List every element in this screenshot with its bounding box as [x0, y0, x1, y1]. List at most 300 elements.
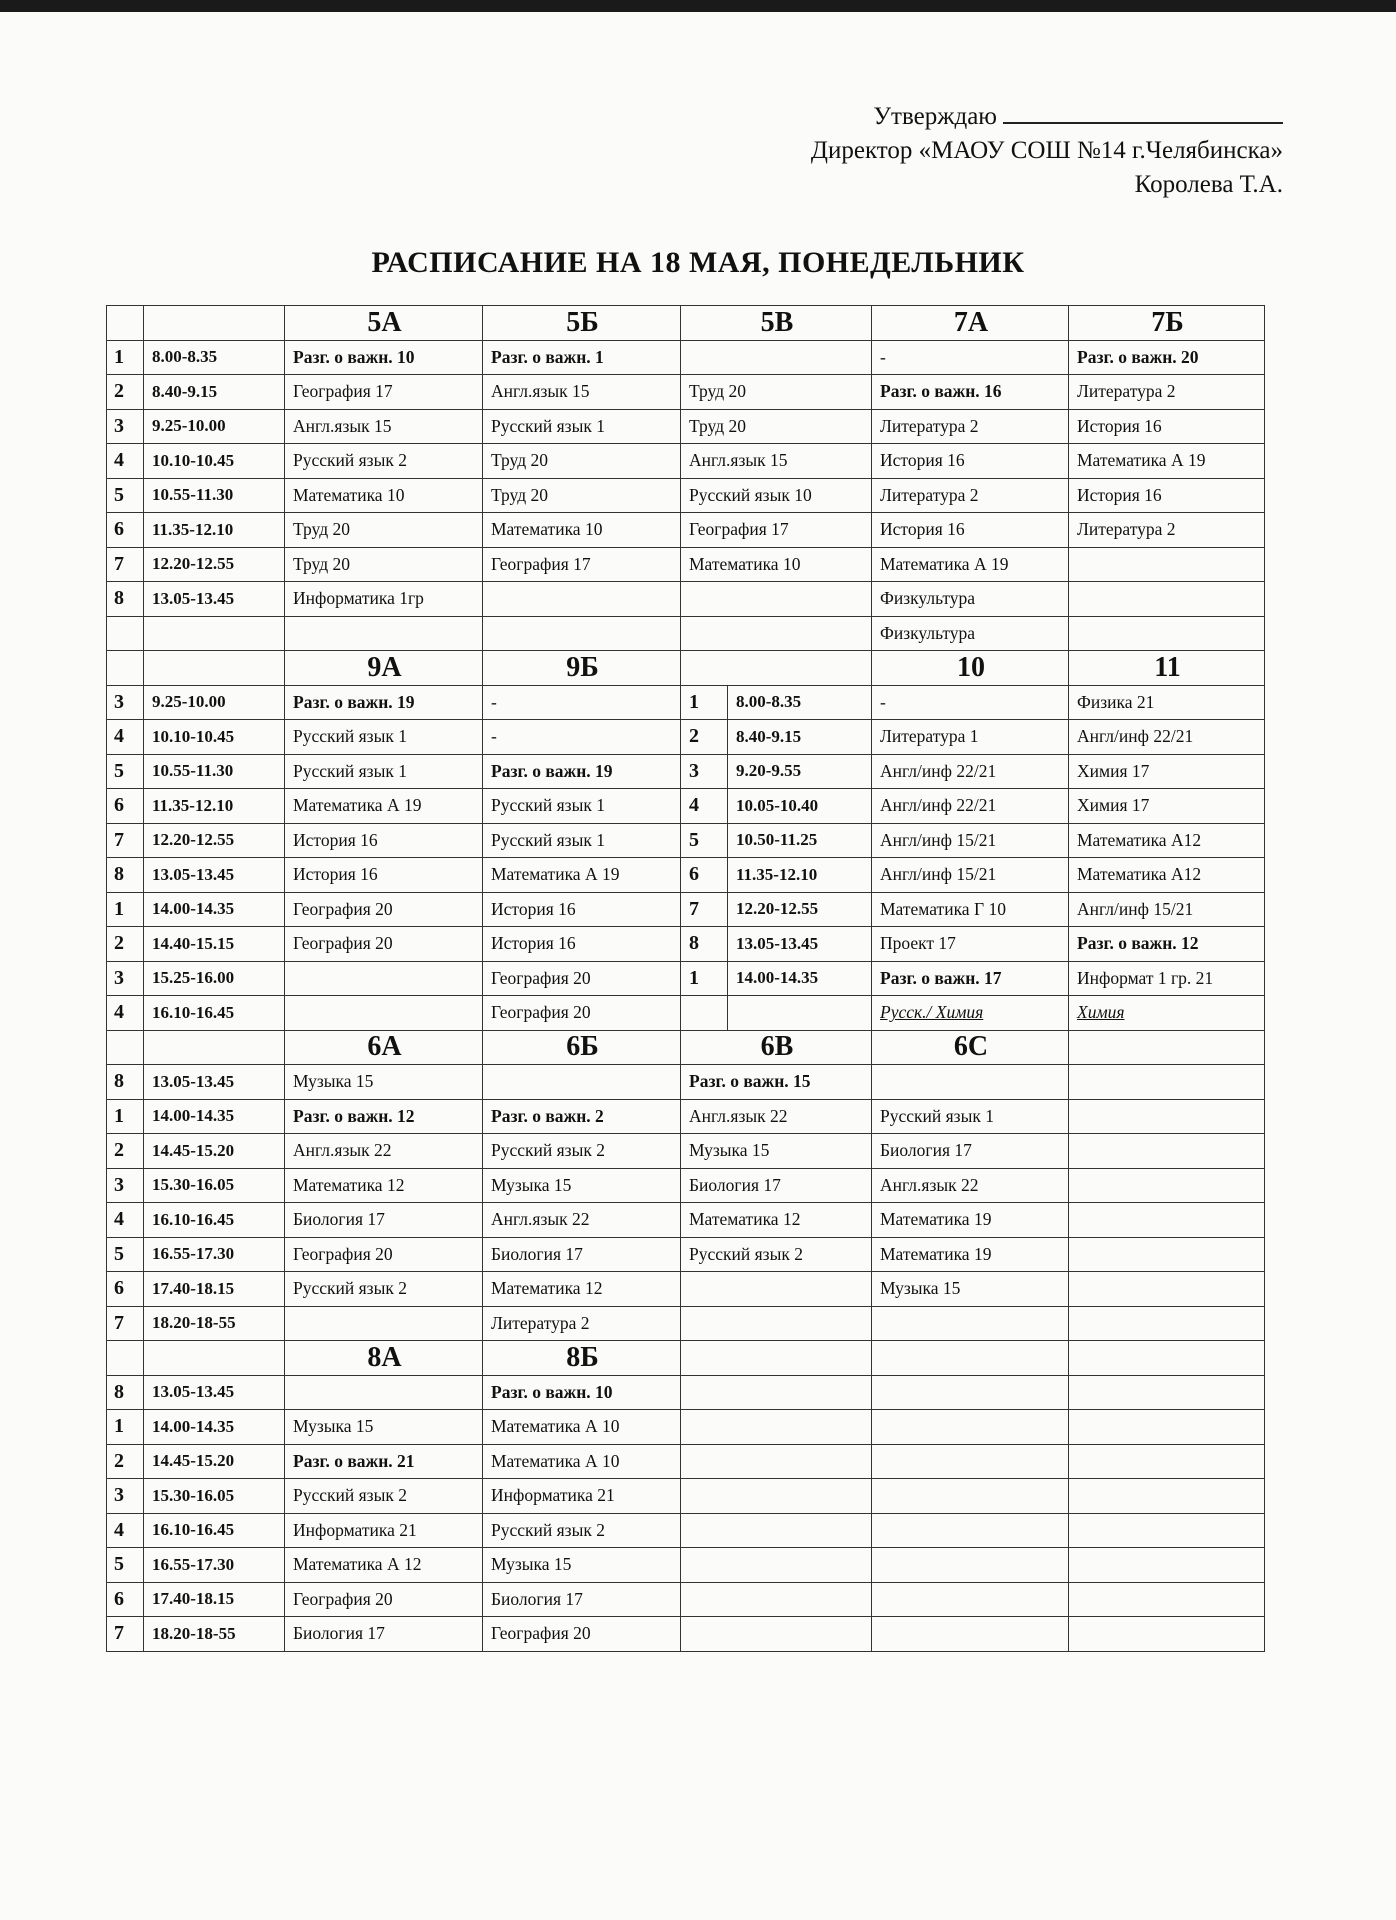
lesson-cell: Англ.язык 22 — [872, 1168, 1069, 1203]
lesson-cell: Музыка 15 — [681, 1134, 872, 1169]
class-header — [1069, 1341, 1265, 1376]
schedule-row — [107, 1168, 1265, 1203]
lesson-cell — [681, 1272, 872, 1307]
lesson-cell: Англ.язык 22 — [483, 1203, 681, 1238]
schedule-row — [107, 927, 1265, 962]
schedule-row — [107, 961, 1265, 996]
schedule-row — [107, 444, 1265, 479]
sub-schedule — [681, 858, 871, 892]
lesson-time: 17.40-18.15 — [144, 1582, 285, 1617]
lesson-number: 3 — [107, 685, 144, 720]
lesson-cell: Музыка 15 — [872, 1272, 1069, 1307]
lesson-cell: Информатика 1гр — [285, 582, 483, 617]
sub-schedule — [681, 927, 871, 961]
lesson-number: 8 — [107, 1065, 144, 1100]
lesson-cell: Разг. о важн. 21 — [285, 1444, 483, 1479]
lesson-cell: Математика 19 — [872, 1203, 1069, 1238]
lesson-cell — [1069, 547, 1265, 582]
sub-lesson-time: 8.40-9.15 — [736, 726, 802, 746]
lesson-cell: Литература 2 — [1069, 513, 1265, 548]
lesson-cell: Русский язык 1 — [483, 409, 681, 444]
lesson-number: 8 — [107, 582, 144, 617]
class-header-row — [107, 306, 1265, 341]
sub-lesson-time: 9.20-9.55 — [736, 761, 802, 781]
lesson-number — [107, 306, 144, 341]
schedule-row — [107, 409, 1265, 444]
lesson-number: 7 — [107, 547, 144, 582]
lesson-cell — [872, 1617, 1069, 1652]
lesson-number: 3 — [107, 1479, 144, 1514]
lesson-cell — [681, 582, 872, 617]
lesson-time: 16.55-17.30 — [144, 1237, 285, 1272]
lesson-cell: Физика 21 — [1069, 685, 1265, 720]
sub-schedule-cell — [681, 996, 872, 1031]
schedule-body — [107, 306, 1265, 1652]
lesson-cell — [1069, 1375, 1265, 1410]
class-header: 11 — [1069, 651, 1265, 686]
lesson-number: 4 — [107, 720, 144, 755]
lesson-cell: Физкультура — [872, 616, 1069, 651]
lesson-time: 10.55-11.30 — [144, 478, 285, 513]
sub-lesson-time: 10.50-11.25 — [736, 830, 818, 850]
lesson-cell: Биология 17 — [483, 1582, 681, 1617]
lesson-cell: Биология 17 — [285, 1617, 483, 1652]
lesson-number: 5 — [107, 1237, 144, 1272]
lesson-time: 9.25-10.00 — [144, 409, 285, 444]
schedule-row — [107, 720, 1265, 755]
lesson-cell: Математика А 10 — [483, 1444, 681, 1479]
lesson-cell: Англ/инф 22/21 — [1069, 720, 1265, 755]
lesson-cell: Математика 10 — [483, 513, 681, 548]
class-header — [872, 1341, 1069, 1376]
lesson-cell: Англ.язык 15 — [285, 409, 483, 444]
lesson-cell: Разг. о важн. 12 — [285, 1099, 483, 1134]
lesson-time: 8.00-8.35 — [144, 340, 285, 375]
lesson-cell — [1069, 1582, 1265, 1617]
schedule-row — [107, 1444, 1265, 1479]
lesson-cell — [1069, 1203, 1265, 1238]
lesson-time: 15.30-16.05 — [144, 1479, 285, 1514]
class-header: 6Б — [483, 1030, 681, 1065]
lesson-number — [107, 616, 144, 651]
lesson-cell — [1069, 1479, 1265, 1514]
lesson-cell: Математика Г 10 — [872, 892, 1069, 927]
schedule-row — [107, 892, 1265, 927]
class-header: 6С — [872, 1030, 1069, 1065]
lesson-time: 10.10-10.45 — [144, 444, 285, 479]
lesson-number: 6 — [107, 1582, 144, 1617]
lesson-number: 5 — [107, 754, 144, 789]
lesson-cell: - — [483, 720, 681, 755]
lesson-time: 14.00-14.35 — [144, 892, 285, 927]
lesson-cell: Англ.язык 22 — [681, 1099, 872, 1134]
lesson-number: 5 — [107, 478, 144, 513]
sub-lesson-number: 3 — [681, 755, 728, 789]
lesson-cell: История 16 — [483, 892, 681, 927]
lesson-cell: Труд 20 — [681, 375, 872, 410]
sub-schedule — [681, 893, 871, 927]
lesson-time — [144, 1341, 285, 1376]
lesson-cell — [1069, 1548, 1265, 1583]
lesson-cell — [681, 1617, 872, 1652]
class-header: 8А — [285, 1341, 483, 1376]
lesson-cell: Разг. о важн. 15 — [681, 1065, 872, 1100]
lesson-cell — [872, 1065, 1069, 1100]
lesson-cell: Литература 2 — [872, 409, 1069, 444]
sub-lesson-number: 1 — [681, 962, 728, 996]
schedule-row — [107, 685, 1265, 720]
lesson-cell — [681, 1479, 872, 1514]
class-header: 7Б — [1069, 306, 1265, 341]
lesson-cell: История 16 — [872, 513, 1069, 548]
lesson-cell — [681, 1513, 872, 1548]
lesson-cell: Математика 12 — [483, 1272, 681, 1307]
lesson-cell: - — [872, 685, 1069, 720]
lesson-cell: География 20 — [483, 961, 681, 996]
lesson-time: 12.20-12.55 — [144, 823, 285, 858]
lesson-cell — [483, 582, 681, 617]
lesson-cell — [285, 996, 483, 1031]
lesson-cell: Англ/инф 15/21 — [1069, 892, 1265, 927]
schedule-row — [107, 1237, 1265, 1272]
lesson-cell: История 16 — [483, 927, 681, 962]
sub-schedule-cell — [681, 823, 872, 858]
lesson-cell: История 16 — [285, 823, 483, 858]
lesson-cell — [1069, 1410, 1265, 1445]
sub-lesson-time: 10.05-10.40 — [736, 795, 819, 815]
lesson-cell: Биология 17 — [681, 1168, 872, 1203]
lesson-cell — [1069, 1168, 1265, 1203]
lesson-cell — [1069, 1099, 1265, 1134]
lesson-cell: - — [483, 685, 681, 720]
lesson-number: 4 — [107, 1513, 144, 1548]
class-header-row — [107, 651, 1265, 686]
lesson-cell: Биология 17 — [872, 1134, 1069, 1169]
lesson-time: 13.05-13.45 — [144, 582, 285, 617]
lesson-time: 18.20-18-55 — [144, 1306, 285, 1341]
lesson-number: 3 — [107, 961, 144, 996]
lesson-cell: Литература 1 — [872, 720, 1069, 755]
lesson-cell — [681, 1410, 872, 1445]
lesson-cell: Русский язык 2 — [483, 1513, 681, 1548]
schedule-row — [107, 513, 1265, 548]
sub-lesson-number: 8 — [681, 927, 728, 961]
lesson-cell: География 20 — [285, 1582, 483, 1617]
lesson-cell: История 16 — [285, 858, 483, 893]
lesson-number: 2 — [107, 375, 144, 410]
sub-schedule-cell — [681, 720, 872, 755]
lesson-cell — [1069, 1617, 1265, 1652]
lesson-cell: География 20 — [285, 1237, 483, 1272]
lesson-cell: Разг. о важн. 16 — [872, 375, 1069, 410]
sub-schedule-cell — [681, 754, 872, 789]
lesson-cell: Химия 17 — [1069, 754, 1265, 789]
lesson-time: 14.45-15.20 — [144, 1134, 285, 1169]
schedule-row — [107, 823, 1265, 858]
schedule-row — [107, 375, 1265, 410]
sub-schedule — [681, 996, 871, 1030]
lesson-time: 16.55-17.30 — [144, 1548, 285, 1583]
sub-schedule — [681, 789, 871, 823]
lesson-cell — [1069, 1237, 1265, 1272]
sub-lesson-time: 13.05-13.45 — [736, 933, 819, 953]
class-header: 5В — [681, 306, 872, 341]
lesson-time: 16.10-16.45 — [144, 1203, 285, 1238]
lesson-number — [107, 651, 144, 686]
lesson-number: 5 — [107, 1548, 144, 1583]
lesson-time: 14.40-15.15 — [144, 927, 285, 962]
lesson-cell: География 20 — [285, 927, 483, 962]
schedule-row — [107, 582, 1265, 617]
sub-lesson-time: 11.35-12.10 — [736, 864, 818, 884]
sub-lesson-number: 4 — [681, 789, 728, 823]
lesson-cell — [1069, 1065, 1265, 1100]
lesson-cell: Труд 20 — [483, 478, 681, 513]
lesson-cell — [285, 616, 483, 651]
lesson-cell — [1069, 1306, 1265, 1341]
class-header-row — [107, 1030, 1265, 1065]
schedule-row — [107, 1617, 1265, 1652]
lesson-number — [107, 1341, 144, 1376]
lesson-cell — [872, 1410, 1069, 1445]
lesson-cell: Труд 20 — [285, 513, 483, 548]
class-header: 6В — [681, 1030, 872, 1065]
class-header: 5Б — [483, 306, 681, 341]
lesson-cell: Русский язык 1 — [872, 1099, 1069, 1134]
sub-schedule-cell — [681, 789, 872, 824]
lesson-cell: Русский язык 2 — [285, 1479, 483, 1514]
lesson-cell — [483, 1065, 681, 1100]
class-header: 7А — [872, 306, 1069, 341]
schedule-row — [107, 1548, 1265, 1583]
sub-lesson-time: 12.20-12.55 — [736, 899, 819, 919]
lesson-cell — [872, 1444, 1069, 1479]
lesson-cell: География 17 — [681, 513, 872, 548]
lesson-time — [144, 306, 285, 341]
lesson-time: 12.20-12.55 — [144, 547, 285, 582]
lesson-cell: Разг. о важн. 19 — [483, 754, 681, 789]
schedule-row — [107, 858, 1265, 893]
schedule-row — [107, 1306, 1265, 1341]
lesson-cell: Информатика 21 — [483, 1479, 681, 1514]
lesson-cell — [872, 1513, 1069, 1548]
lesson-cell — [1069, 1272, 1265, 1307]
class-header — [681, 651, 872, 686]
lesson-cell — [681, 1582, 872, 1617]
sub-schedule-cell — [681, 858, 872, 893]
lesson-time: 13.05-13.45 — [144, 1065, 285, 1100]
lesson-cell — [1069, 1444, 1265, 1479]
lesson-cell: Англ.язык 15 — [483, 375, 681, 410]
lesson-cell: Математика 12 — [681, 1203, 872, 1238]
sub-lesson-number: 6 — [681, 858, 728, 892]
lesson-number: 1 — [107, 1099, 144, 1134]
class-header — [681, 1341, 872, 1376]
lesson-cell — [681, 1375, 872, 1410]
lesson-cell — [681, 1548, 872, 1583]
sub-lesson-number: 1 — [681, 686, 728, 720]
lesson-cell: Русск./ Химия — [872, 996, 1069, 1031]
lesson-cell — [681, 340, 872, 375]
sub-lesson-number: 2 — [681, 720, 728, 754]
sub-schedule — [681, 962, 871, 996]
lesson-number: 3 — [107, 409, 144, 444]
lesson-cell: Биология 17 — [483, 1237, 681, 1272]
lesson-cell — [872, 1306, 1069, 1341]
lesson-cell — [285, 1375, 483, 1410]
lesson-cell: Математика А 19 — [483, 858, 681, 893]
lesson-number — [107, 1030, 144, 1065]
lesson-number: 1 — [107, 340, 144, 375]
lesson-cell: Математика 10 — [681, 547, 872, 582]
schedule-row — [107, 1272, 1265, 1307]
lesson-number: 6 — [107, 789, 144, 824]
lesson-cell: Разг. о важн. 19 — [285, 685, 483, 720]
lesson-time — [144, 1030, 285, 1065]
lesson-cell: Информат 1 гр. 21 — [1069, 961, 1265, 996]
schedule-row — [107, 1582, 1265, 1617]
lesson-cell: Англ/инф 22/21 — [872, 789, 1069, 824]
lesson-number: 6 — [107, 513, 144, 548]
lesson-time: 14.45-15.20 — [144, 1444, 285, 1479]
lesson-time: 15.30-16.05 — [144, 1168, 285, 1203]
lesson-cell: Математика 19 — [872, 1237, 1069, 1272]
schedule-row — [107, 340, 1265, 375]
lesson-cell — [483, 616, 681, 651]
class-header: 9Б — [483, 651, 681, 686]
schedule-row — [107, 478, 1265, 513]
sub-lesson-time: 14.00-14.35 — [736, 968, 819, 988]
lesson-cell: Труд 20 — [483, 444, 681, 479]
lesson-time: 11.35-12.10 — [144, 789, 285, 824]
class-header — [1069, 1030, 1265, 1065]
lesson-cell: Математика А 10 — [483, 1410, 681, 1445]
lesson-cell: Русский язык 2 — [285, 1272, 483, 1307]
lesson-cell: Англ.язык 15 — [681, 444, 872, 479]
scan-edge — [0, 0, 1396, 12]
lesson-cell: Разг. о важн. 10 — [285, 340, 483, 375]
lesson-cell: Англ/инф 15/21 — [872, 858, 1069, 893]
schedule-row — [107, 1099, 1265, 1134]
lesson-cell: Русский язык 1 — [483, 789, 681, 824]
lesson-number: 8 — [107, 1375, 144, 1410]
lesson-cell — [285, 1306, 483, 1341]
lesson-cell: География 17 — [483, 547, 681, 582]
lesson-cell: Труд 20 — [285, 547, 483, 582]
lesson-time: 16.10-16.45 — [144, 996, 285, 1031]
lesson-cell — [1069, 1134, 1265, 1169]
lesson-time: 15.25-16.00 — [144, 961, 285, 996]
sub-lesson-number: 5 — [681, 824, 728, 858]
lesson-time: 18.20-18-55 — [144, 1617, 285, 1652]
lesson-cell: - — [872, 340, 1069, 375]
lesson-cell: Математика А 19 — [1069, 444, 1265, 479]
lesson-cell — [872, 1479, 1069, 1514]
schedule-row — [107, 754, 1265, 789]
lesson-number: 2 — [107, 1134, 144, 1169]
lesson-cell: География 17 — [285, 375, 483, 410]
sub-lesson-number — [681, 996, 728, 1030]
lesson-cell — [872, 1548, 1069, 1583]
lesson-cell: Англ.язык 22 — [285, 1134, 483, 1169]
class-header: 5А — [285, 306, 483, 341]
lesson-cell: Разг. о важн. 20 — [1069, 340, 1265, 375]
signature-line — [1003, 100, 1283, 124]
class-header: 10 — [872, 651, 1069, 686]
lesson-time — [144, 651, 285, 686]
lesson-number: 2 — [107, 1444, 144, 1479]
lesson-number: 1 — [107, 1410, 144, 1445]
director-name: Королева Т.А. — [1134, 171, 1283, 198]
lesson-number: 1 — [107, 892, 144, 927]
schedule-row — [107, 547, 1265, 582]
lesson-cell: Русский язык 10 — [681, 478, 872, 513]
lesson-cell: Русский язык 1 — [285, 720, 483, 755]
lesson-number: 6 — [107, 1272, 144, 1307]
sub-lesson-number: 7 — [681, 893, 728, 927]
lesson-cell: География 20 — [483, 1617, 681, 1652]
lesson-cell: История 16 — [872, 444, 1069, 479]
lesson-cell: Химия 17 — [1069, 789, 1265, 824]
lesson-cell: Музыка 15 — [483, 1168, 681, 1203]
lesson-cell: Литература 2 — [483, 1306, 681, 1341]
class-header: 8Б — [483, 1341, 681, 1376]
sub-schedule — [681, 755, 871, 789]
lesson-cell: Русский язык 2 — [483, 1134, 681, 1169]
lesson-number: 7 — [107, 1306, 144, 1341]
lesson-time: 10.10-10.45 — [144, 720, 285, 755]
schedule-row — [107, 1410, 1265, 1445]
lesson-cell: История 16 — [1069, 478, 1265, 513]
lesson-cell — [1069, 582, 1265, 617]
page-title: РАСПИСАНИЕ НА 18 МАЯ, ПОНЕДЕЛЬНИК — [371, 246, 1025, 279]
lesson-time: 9.25-10.00 — [144, 685, 285, 720]
lesson-cell: Биология 17 — [285, 1203, 483, 1238]
schedule-row — [107, 1065, 1265, 1100]
lesson-number: 4 — [107, 996, 144, 1031]
approval-block — [811, 100, 1283, 202]
lesson-cell — [872, 1375, 1069, 1410]
schedule-row — [107, 789, 1265, 824]
lesson-cell: Математика А12 — [1069, 858, 1265, 893]
sub-schedule-cell — [681, 961, 872, 996]
lesson-time: 14.00-14.35 — [144, 1099, 285, 1134]
lesson-cell — [681, 1444, 872, 1479]
schedule-row — [107, 1134, 1265, 1169]
lesson-cell: Русский язык 2 — [285, 444, 483, 479]
lesson-cell: Разг. о важн. 1 — [483, 340, 681, 375]
sub-schedule-cell — [681, 892, 872, 927]
lesson-number: 4 — [107, 1203, 144, 1238]
lesson-cell: Математика А 19 — [285, 789, 483, 824]
lesson-cell: Проект 17 — [872, 927, 1069, 962]
lesson-number: 7 — [107, 823, 144, 858]
lesson-cell: Музыка 15 — [285, 1410, 483, 1445]
lesson-cell: Разг. о важн. 2 — [483, 1099, 681, 1134]
lesson-time: 17.40-18.15 — [144, 1272, 285, 1307]
schedule-table — [106, 305, 1265, 1652]
schedule-row — [107, 1203, 1265, 1238]
lesson-cell: Литература 2 — [1069, 375, 1265, 410]
lesson-cell: Русский язык 1 — [285, 754, 483, 789]
lesson-cell: Музыка 15 — [285, 1065, 483, 1100]
lesson-number: 2 — [107, 927, 144, 962]
lesson-cell: Математика А12 — [1069, 823, 1265, 858]
lesson-cell: Математика А 19 — [872, 547, 1069, 582]
lesson-cell: Математика 12 — [285, 1168, 483, 1203]
lesson-time: 13.05-13.45 — [144, 858, 285, 893]
lesson-cell: Разг. о важн. 10 — [483, 1375, 681, 1410]
